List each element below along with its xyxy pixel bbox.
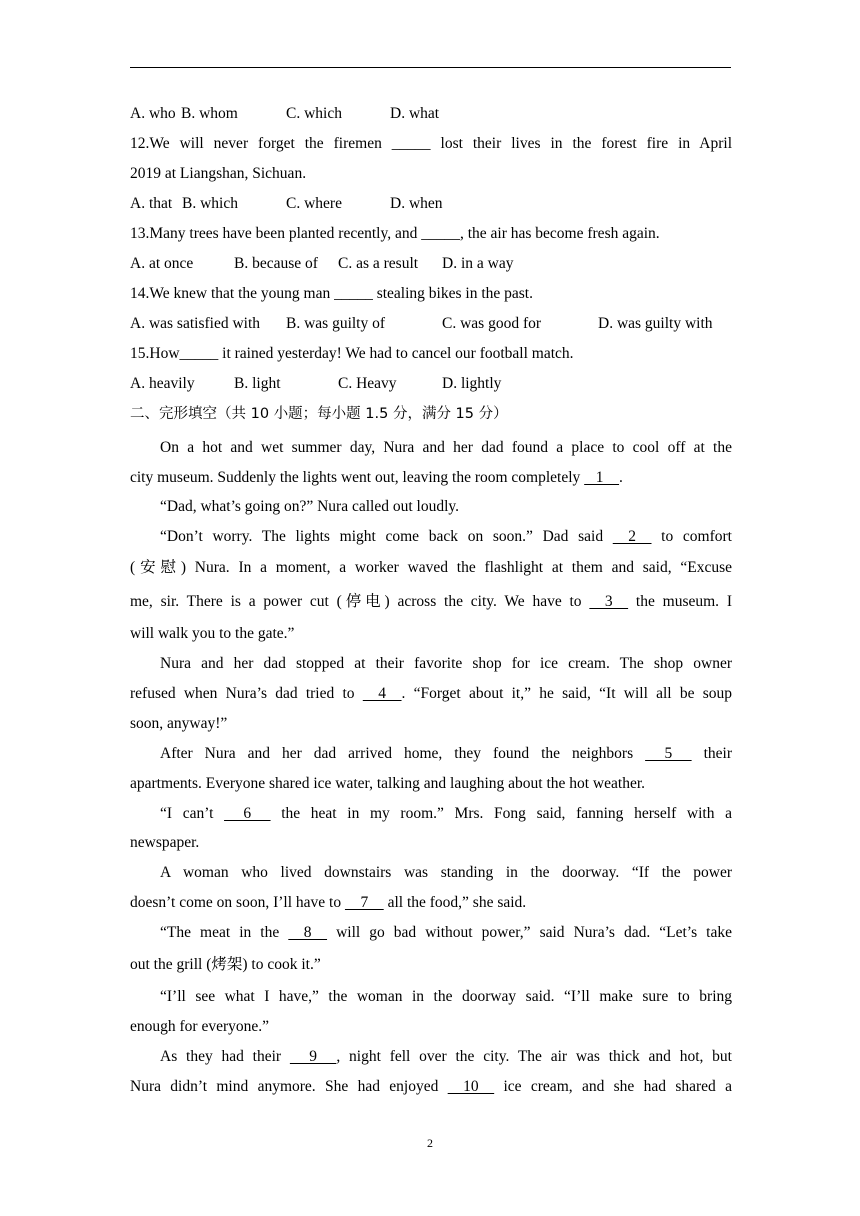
blank-4[interactable]: 4 [362,685,402,702]
q15-option-c: C. Heavy [338,375,397,392]
passage-line: doesn’t come on soon, I’ll have to 7 all the food,” she said. [130,894,527,911]
q12-stem-line1: 12.We will never forget the firemen _____ lost their lives in the forest fire in April [130,135,732,152]
passage-line: “Dad, what’s going on?” Nura called out loudly. [160,498,460,515]
q13-option-c: C. as a result [338,255,419,272]
q11-option-d: D. what [390,105,440,122]
q12-option-a: A. that [130,195,173,212]
q12-option-b: B. which [182,195,238,212]
q12-stem-line2: 2019 at Liangshan, Sichuan. [130,165,307,182]
q13-option-d: D. in a way [442,255,514,272]
passage-line: soon, anyway!” [130,715,228,732]
passage-line: city museum. Suddenly the lights went out, leaving the room completely 1 . [130,469,623,486]
passage-line: newspaper. [130,834,200,851]
passage-line: As they had their 9 , night fell over the city. The air was thick and hot, but [160,1048,732,1065]
passage-line: refused when Nura’s dad tried to 4 . “Forget about it,” he said, “It will all be soup [130,685,732,702]
q14-option-d: D. was guilty with [598,315,713,332]
passage-line: “I can’t 6 the heat in my room.” Mrs. Fong said, fanning herself with a [160,805,732,822]
q11-option-a: A. who [130,105,176,122]
passage-line: “I’ll see what I have,” the woman in the doorway said. “I’ll make sure to bring [160,988,732,1005]
passage-line: After Nura and her dad arrived home, they found the neighbors 5 their [160,745,732,762]
passage-line: (安慰) Nura. In a moment, a worker waved the flashlight at them and said, “Excuse [130,559,732,576]
q15-option-a: A. heavily [130,375,195,392]
q11-option-c: C. which [286,105,342,122]
q13-option-b: B. because of [234,255,318,272]
page-number: 2 [427,1136,433,1150]
passage-line: On a hot and wet summer day, Nura and her dad found a place to cool off at the [160,439,732,456]
passage-line: enough for everyone.” [130,1018,270,1035]
blank-3[interactable]: 3 [589,593,629,610]
blank-10[interactable]: 10 [447,1078,495,1095]
q14-option-c: C. was good for [442,315,542,332]
blank-9[interactable]: 9 [289,1048,337,1065]
q14-stem: 14.We knew that the young man _____ stealing bikes in the past. [130,285,533,302]
blank-5[interactable]: 5 [645,745,692,762]
passage-line: A woman who lived downstairs was standing in the doorway. “If the power [160,864,732,881]
passage-line: “Don’t worry. The lights might come back on soon.” Dad said 2 to comfort [160,528,732,545]
q13-stem: 13.Many trees have been planted recently, and _____, the air has become fresh again. [130,225,660,242]
section-heading: 二、完形填空（共 10 小题；每小题 1.5 分，满分 15 分） [130,406,508,422]
blank-2[interactable]: 2 [612,528,652,545]
q11-option-b: B. whom [181,105,238,122]
passage-line: “The meat in the 8 will go bad without power,” said Nura’s dad. “Let’s take [160,924,732,941]
passage-line: Nura and her dad stopped at their favorite shop for ice cream. The shop owner [160,655,732,672]
header-rule [130,67,731,68]
q13-option-a: A. at once [130,255,194,272]
blank-6[interactable]: 6 [224,805,271,822]
blank-1[interactable]: 1 [584,469,620,486]
passage-line: me, sir. There is a power cut (停电) across the city. We have to 3 the museum. I [130,593,732,610]
q12-option-c: C. where [286,195,342,212]
q15-option-d: D. lightly [442,375,502,392]
q15-stem: 15.How_____ it rained yesterday! We had to cancel our football match. [130,345,574,362]
passage-line: apartments. Everyone shared ice water, talking and laughing about the hot weather. [130,775,646,792]
passage-line: will walk you to the gate.” [130,625,295,642]
q14-option-a: A. was satisfied with [130,315,261,332]
q12-option-d: D. when [390,195,443,212]
passage-line: Nura didn’t mind anymore. She had enjoyed 10 ice cream, and she had shared a [130,1078,732,1095]
blank-7[interactable]: 7 [344,894,384,911]
q15-option-b: B. light [234,375,281,392]
blank-8[interactable]: 8 [288,924,328,941]
passage-line: out the grill (烤架) to cook it.” [130,956,321,973]
q14-option-b: B. was guilty of [286,315,386,332]
